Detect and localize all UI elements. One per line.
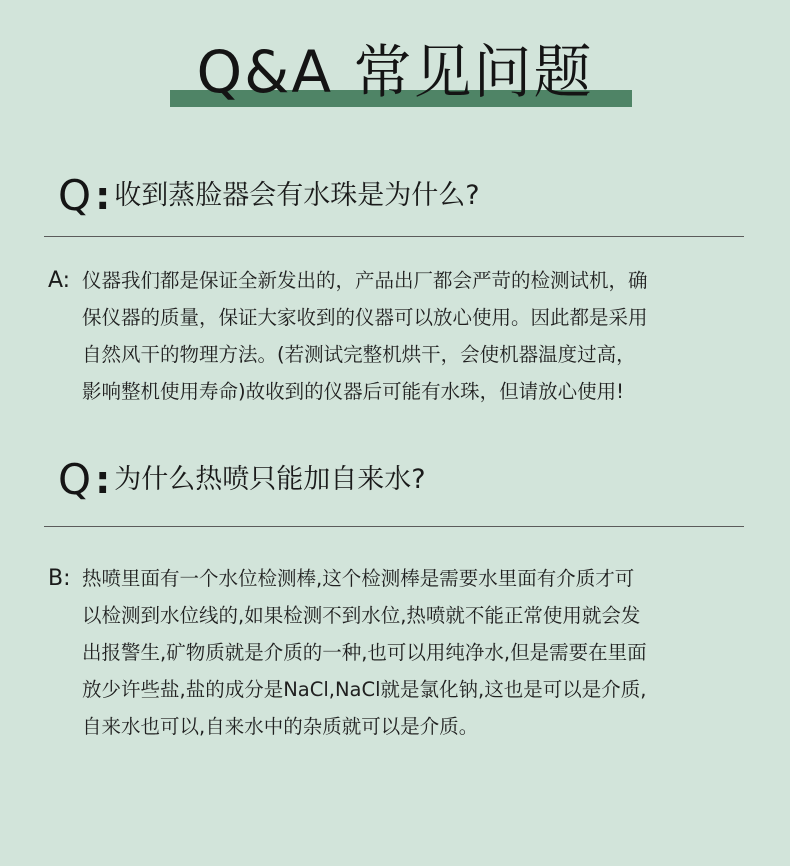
question-2-divider [44,526,744,527]
page-header [0,34,790,114]
page-title: Q&A 常见问题 [196,38,594,106]
question-1-colon: : [95,174,111,218]
question-1-divider [44,236,744,237]
answer-1-line: 影响整机使用寿命)故收到的仪器后可能有水珠，但请放心使用! [82,380,624,403]
question-2-colon: : [95,458,111,502]
question-2-text: 为什么热喷只能加自来水? [114,464,426,495]
answer-2-line: 自来水也可以,自来水中的杂质就可以是介质。 [82,715,479,738]
answer-1-body [82,262,754,410]
answer-2-label: B: [48,566,71,591]
answer-1-line: 保仪器的质量，保证大家收到的仪器可以放心使用。因此都是采用 [82,306,648,329]
answer-1-line: 自然风干的物理方法。(若测试完整机烘干，会使机器温度过高， [82,343,636,366]
answer-2-line: 出报警生,矿物质就是介质的一种,也可以用纯净水,但是需要在里面 [82,641,647,664]
answer-2-line: 热喷里面有一个水位检测棒,这个检测棒是需要水里面有介质才可 [82,567,635,590]
answer-2-line: 以检测到水位线的,如果检测不到水位,热喷就不能正常使用就会发 [82,604,641,627]
answer-2-body [82,560,754,745]
answer-1-label: A: [48,268,71,293]
question-1-text: 收到蒸脸器会有水珠是为什么? [114,180,480,211]
question-1 [58,166,480,226]
question-2 [58,450,426,510]
answer-1-line: 仪器我们都是保证全新发出的，产品出厂都会严苛的检测试机，确 [82,269,648,292]
answer-2-line: 放少许些盐,盐的成分是NaCl,NaCl就是氯化钠,这也是可以是介质, [82,678,647,701]
question-2-letter: Q [58,455,92,504]
question-1-letter: Q [58,171,92,220]
